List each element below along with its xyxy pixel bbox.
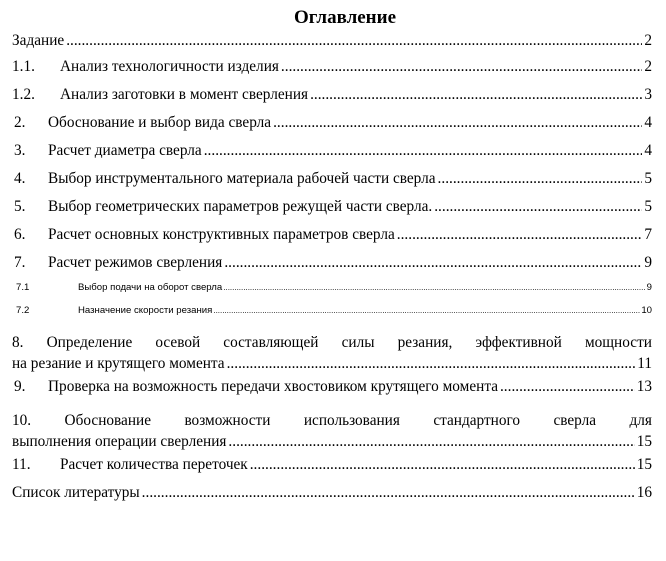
toc-entry-7-1[interactable] (12, 282, 652, 305)
toc-entry-number: 7.2 (16, 305, 30, 316)
dot-leader (227, 353, 636, 374)
toc-page-number: 2 (644, 58, 652, 75)
toc-entry-label: на резание и крутящего момента (12, 355, 225, 372)
toc-entry-word: стандартного (433, 412, 521, 429)
dot-leader (500, 378, 635, 396)
table-of-contents (12, 6, 652, 510)
toc-entry-line-1 (12, 410, 652, 431)
toc-entry-1-2[interactable] (12, 86, 652, 114)
toc-entry-label: Список литературы (12, 484, 140, 501)
toc-entry-word: для (629, 412, 652, 429)
toc-entry-references[interactable] (12, 484, 652, 510)
toc-entry-number: 5. (14, 198, 26, 215)
toc-entry-label: Расчет основных конструктивных параметров сверла (48, 226, 395, 243)
toc-page-number: 15 (636, 456, 652, 473)
toc-entry-word: силы (341, 334, 375, 351)
dot-leader (281, 58, 642, 76)
toc-entry-word: эффективной (475, 334, 562, 351)
toc-entry-4[interactable] (12, 170, 652, 198)
toc-entry-label: Проверка на возможность передачи хвостовиком крутящего момента (48, 378, 498, 395)
toc-entry-number: 2. (14, 114, 26, 131)
toc-entry-label: Задание (12, 32, 65, 49)
toc-entry-11[interactable] (12, 456, 652, 484)
toc-entry-word: резания, (397, 334, 453, 351)
toc-entry-word: составляющей (223, 334, 319, 351)
toc-page-number: 4 (644, 114, 652, 131)
toc-entry-2[interactable] (12, 114, 652, 142)
toc-entry-number: 3. (14, 142, 26, 159)
toc-entry-7-2[interactable] (12, 305, 652, 328)
toc-entry-word: Обоснование (64, 412, 152, 429)
toc-page-number: 5 (644, 198, 652, 215)
toc-page-number: 13 (636, 378, 652, 395)
dot-leader (250, 456, 635, 474)
toc-entry-5[interactable] (12, 198, 652, 226)
toc-page-number: 10 (641, 305, 652, 316)
toc-entry-number: 4. (14, 170, 26, 187)
toc-entry-label: Выбор геометрических параметров режущей части сверла. (48, 198, 433, 215)
toc-entry-word: сверла (553, 412, 597, 429)
toc-page-number: 2 (644, 32, 652, 49)
toc-entry-number: 7. (14, 254, 26, 271)
dot-leader (223, 283, 645, 292)
toc-entry-10[interactable] (12, 410, 652, 456)
toc-entry-label: Анализ заготовки в момент сверления (60, 86, 309, 103)
dot-leader (204, 142, 643, 160)
toc-entry-number: 11. (12, 456, 31, 473)
toc-page-number: 9 (646, 282, 652, 293)
toc-entry-number: 9. (14, 378, 26, 395)
toc-entry-word: осевой (155, 334, 201, 351)
toc-entry-line-1 (12, 332, 652, 353)
toc-entry-label: Выбор инструментального материала рабочей части сверла (48, 170, 436, 187)
toc-page-number: 16 (636, 484, 652, 501)
dot-leader (66, 32, 642, 50)
toc-entry-number: 8. (12, 334, 24, 351)
toc-entry-word: мощности (584, 334, 652, 351)
toc-entry-9[interactable] (12, 378, 652, 406)
toc-title: Оглавление (293, 7, 397, 28)
toc-page-number: 4 (644, 142, 652, 159)
toc-entry-number: 6. (14, 226, 26, 243)
toc-entry-label: Обоснование и выбор вида сверла (48, 114, 272, 131)
dot-leader (273, 114, 642, 132)
toc-entry-line-2 (12, 431, 652, 456)
toc-page-number: 9 (644, 254, 652, 271)
toc-entry-word: использования (303, 412, 400, 429)
toc-entry-assignment[interactable] (12, 32, 652, 58)
dot-leader (438, 170, 643, 188)
toc-entry-label: Назначение скорости резания (78, 305, 213, 316)
dot-leader (310, 86, 642, 104)
toc-entry-label: Расчет количества переточек (60, 456, 248, 473)
toc-page-number: 3 (644, 86, 652, 103)
toc-entry-line-2 (12, 353, 652, 378)
toc-entry-1-1[interactable] (12, 58, 652, 86)
toc-entry-8[interactable] (12, 332, 652, 378)
toc-entry-label: Расчет диаметра сверла (48, 142, 202, 159)
toc-page-number: 15 (636, 433, 652, 450)
toc-entry-word: Определение (46, 334, 133, 351)
toc-page-number: 7 (644, 226, 652, 243)
toc-entry-label: Анализ технологичности изделия (60, 58, 279, 75)
toc-page-number: 5 (644, 170, 652, 187)
toc-entry-7[interactable] (12, 254, 652, 282)
toc-entry-number: 10. (12, 412, 32, 429)
dot-leader (228, 431, 634, 452)
toc-entry-number: 7.1 (16, 282, 30, 293)
toc-entry-label: Выбор подачи на оборот сверла (78, 282, 223, 293)
toc-entry-6[interactable] (12, 226, 652, 254)
toc-entry-number: 1.2. (12, 86, 35, 103)
dot-leader (142, 484, 635, 502)
toc-entry-number: 1.1. (12, 58, 35, 75)
dot-leader (213, 306, 640, 315)
toc-entry-label: выполнения операции сверления (12, 433, 227, 450)
dot-leader (434, 198, 642, 216)
toc-page-number: 11 (637, 355, 652, 372)
dot-leader (397, 226, 643, 244)
toc-entry-3[interactable] (12, 142, 652, 170)
dot-leader (224, 254, 642, 272)
toc-entry-word: возможности (184, 412, 271, 429)
toc-entry-label: Расчет режимов сверления (48, 254, 223, 271)
